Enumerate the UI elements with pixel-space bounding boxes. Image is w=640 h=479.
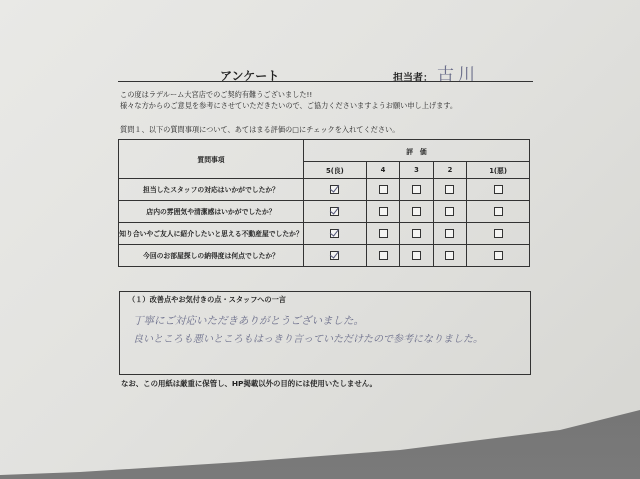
privacy-footer: なお、この用紙は厳重に保管し、HP掲載以外の目的には使用いたしません。 — [121, 379, 377, 388]
checkbox[interactable] — [379, 207, 388, 216]
rating-label-3: 2 — [433, 162, 466, 179]
checkbox[interactable] — [379, 229, 388, 238]
rating-cell — [304, 245, 367, 267]
rating-cell — [304, 201, 367, 223]
checkbox[interactable] — [379, 185, 388, 194]
checkbox[interactable] — [445, 229, 454, 238]
checkbox[interactable] — [445, 207, 454, 216]
title-underline — [118, 81, 533, 82]
checked-checkbox[interactable] — [330, 251, 339, 260]
rating-cell — [433, 245, 466, 267]
checkbox[interactable] — [445, 251, 454, 260]
rating-cell — [433, 201, 466, 223]
rating-cell — [467, 245, 530, 267]
form-title: アンケート — [220, 69, 280, 83]
rating-cell — [366, 201, 399, 223]
checkbox[interactable] — [412, 207, 421, 216]
rating-cell — [304, 223, 367, 245]
question-row — [119, 245, 530, 267]
rating-cell — [400, 245, 433, 267]
rating-cell — [304, 179, 367, 201]
comment-handwritten-line-2: 良いところも悪いところもはっきり言っていただけたので参考になりました。 — [133, 334, 483, 345]
checked-checkbox[interactable] — [330, 229, 339, 238]
rating-label-1: 4 — [366, 162, 399, 179]
rating-label-4: 1(悪) — [467, 162, 530, 179]
staff-label: 担当者： — [393, 73, 433, 84]
rating-cell — [467, 179, 530, 201]
rating-cell — [366, 223, 399, 245]
checkbox[interactable] — [412, 185, 421, 194]
rating-cell — [366, 245, 399, 267]
rating-cell — [467, 201, 530, 223]
question-text: 担当したスタッフの対応はいかがでしたか？ — [119, 179, 304, 201]
checkbox[interactable] — [494, 185, 503, 194]
question-text: 今回のお部屋探しの納得度は何点でしたか？ — [119, 245, 304, 267]
question-instruction: 質問１、以下の質問事項について、あてはまる評価の□にチェックを入れてください。 — [120, 125, 400, 134]
intro-line-1: この度はラデルーム大宮店でのご契約有難うございました!! — [120, 90, 313, 99]
checkbox[interactable] — [412, 251, 421, 260]
rating-cell — [400, 179, 433, 201]
rating-label-0: 5(良) — [304, 162, 367, 179]
checked-checkbox[interactable] — [330, 185, 339, 194]
question-header: 質問事項 — [119, 140, 304, 179]
staff-name-handwritten: 古川 — [437, 65, 479, 85]
question-text: 店内の雰囲気や清潔感はいかがでしたか？ — [119, 201, 304, 223]
rating-cell — [433, 179, 466, 201]
rating-cell — [400, 201, 433, 223]
checked-checkbox[interactable] — [330, 207, 339, 216]
rating-table — [118, 139, 530, 267]
checkbox[interactable] — [494, 251, 503, 260]
rating-header: 評 価 — [304, 140, 530, 162]
question-row — [119, 223, 530, 245]
rating-cell — [433, 223, 466, 245]
comment-label: （１）改善点やお気付きの点・スタッフへの一言 — [128, 295, 286, 304]
comment-handwritten-line-1: 丁寧にご対応いただきありがとうございました。 — [133, 315, 364, 327]
checkbox[interactable] — [379, 251, 388, 260]
checkbox[interactable] — [445, 185, 454, 194]
checkbox[interactable] — [412, 229, 421, 238]
rating-cell — [366, 179, 399, 201]
question-row — [119, 201, 530, 223]
checkbox[interactable] — [494, 229, 503, 238]
checkbox[interactable] — [494, 207, 503, 216]
rating-cell — [400, 223, 433, 245]
rating-cell — [467, 223, 530, 245]
question-text: 知り合いやご友人に紹介したいと思える不動産屋でしたか？ — [119, 223, 304, 245]
intro-line-2: 様々な方からのご意見を参考にさせていただきたいので、ご協力くださいますようお願い申し上げます。 — [120, 101, 458, 110]
rating-label-2: 3 — [400, 162, 433, 179]
question-row — [119, 179, 530, 201]
